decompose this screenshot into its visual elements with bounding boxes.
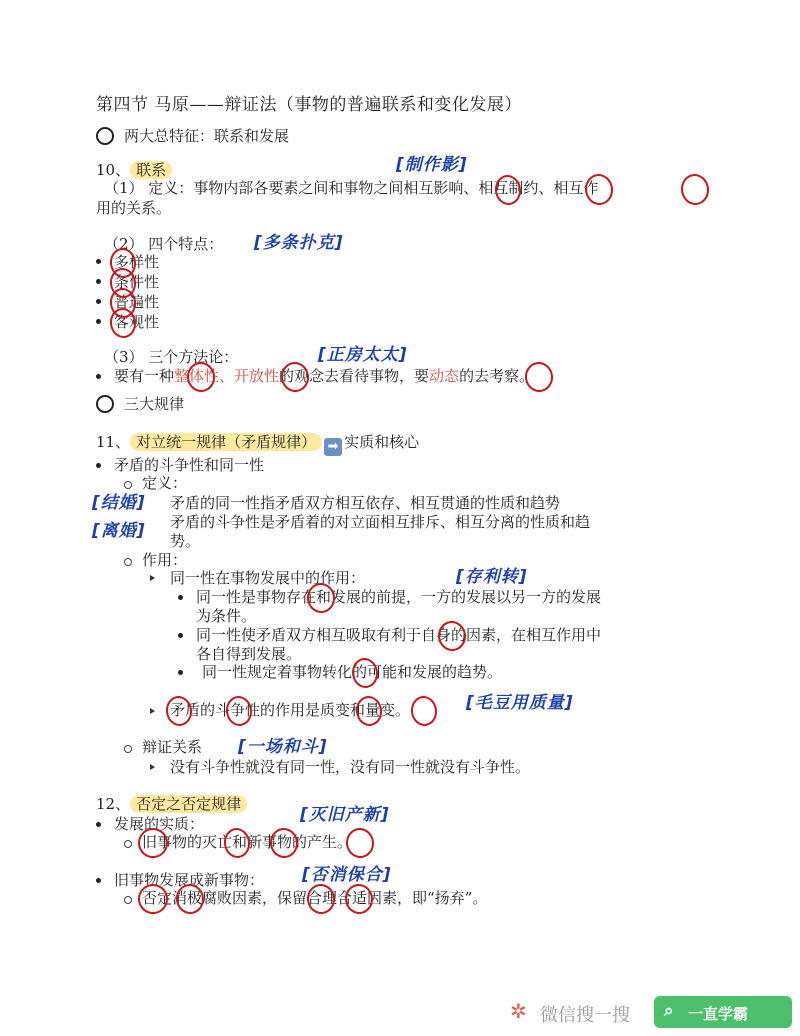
bullet-dot	[178, 633, 183, 638]
method-red1: 整体性、开放性	[174, 367, 280, 385]
definition-fight-line1: 矛盾的斗争性是矛盾着的对立面相互排斥、相互分离的性质和趋	[170, 513, 591, 531]
section-features: 两大总特征：联系和发展	[124, 127, 290, 145]
bullet-ring	[124, 558, 132, 566]
section-10-num: 10、	[96, 161, 131, 179]
bullet-dot	[96, 279, 101, 284]
definition-line2: 用的关系。	[96, 199, 172, 217]
note-old-new: [否消保合]	[302, 865, 392, 885]
search-button[interactable]	[654, 996, 792, 1028]
circle-bullet	[96, 127, 114, 145]
trait-item: 客观性	[114, 313, 160, 331]
three-methods-title: （3） 三个方法论：	[104, 348, 239, 366]
section-11-heading	[96, 432, 419, 456]
role2-line1: 同一性使矛盾双方相互吸取有利于自身的因素，在相互作用中	[196, 626, 602, 644]
note-marry: [结婚]	[92, 493, 146, 513]
bullet-dot	[96, 259, 101, 264]
weixin-logo-icon: ✲	[510, 999, 527, 1023]
note-divorce: [离婚]	[92, 521, 146, 541]
bullet-dot	[178, 670, 183, 675]
old-new-label: 旧事物发展成新事物：	[114, 871, 265, 889]
watermark-text: 微信搜一搜	[540, 1005, 630, 1026]
search-button-label: 一直学霸	[688, 1005, 749, 1023]
arrow-right-icon: ➡	[324, 438, 342, 456]
negate-text: 否定消极腐败因素，保留合理合适因素，即“扬弃”。	[142, 889, 488, 907]
note-essence: [灭旧产新]	[300, 805, 390, 825]
note-role: [存利转]	[456, 567, 528, 587]
watermark	[502, 993, 794, 1031]
method-post: 的去考察。	[459, 367, 535, 385]
red-circle-mark	[409, 694, 439, 727]
note-three: [正房太太]	[318, 345, 408, 365]
role1-line2: 为条件。	[196, 607, 257, 625]
role3-line: 同一性规定着事物转化的可能和发展的趋势。	[202, 663, 503, 681]
bullet-dot	[178, 595, 183, 600]
bullet-dot	[96, 878, 101, 883]
same-role-title: 同一性在事物发展中的作用：	[170, 569, 366, 587]
fight-role-line: 矛盾的斗争性的作用是质变和量变。	[170, 701, 411, 719]
section-11-suffix: 实质和核心	[344, 433, 420, 451]
bullet-triangle	[150, 708, 155, 714]
use-label: 作用：	[142, 551, 188, 569]
note-def: [制作影]	[396, 155, 468, 175]
contradiction-item: 矛盾的斗争性和同一性	[114, 456, 265, 474]
method-pre: 要有一种	[114, 367, 175, 385]
bullet-ring	[124, 896, 132, 904]
bullet-dot	[96, 463, 101, 468]
note-four: [多条扑克]	[254, 233, 344, 253]
essence-text: 旧事物的灭亡和新事物的产生。	[142, 833, 353, 851]
trait-item: 条件性	[114, 273, 160, 291]
note-dialectic: [一场和斗]	[238, 737, 328, 757]
section-12-label: 否定之否定规律	[130, 795, 247, 813]
method-line	[114, 366, 534, 386]
four-traits-title: （2） 四个特点：	[104, 235, 224, 253]
dialectic-text: 没有斗争性就没有同一性，没有同一性就没有斗争性。	[170, 758, 531, 776]
trait-item: 普遍性	[114, 293, 160, 311]
red-circle-mark	[679, 172, 711, 207]
definition-line1: （1） 定义：事物内部各要素之间和事物之间相互影响、相互制约、相互作	[104, 179, 599, 197]
bullet-dot	[96, 822, 101, 827]
definition-fight-line2: 势。	[170, 532, 201, 550]
bullet-triangle	[150, 575, 155, 581]
bullet-ring	[124, 840, 132, 848]
trait-item: 多样性	[114, 253, 160, 271]
circle-bullet	[96, 395, 114, 413]
dialectic-label: 辩证关系	[142, 738, 203, 756]
section-12-heading	[96, 794, 247, 814]
section-12-num: 12、	[96, 795, 131, 813]
section-10-label: 联系	[130, 161, 172, 179]
section-11-num: 11、	[96, 433, 131, 451]
method-mid: 的观念去看待事物，要	[279, 367, 430, 385]
essence-label: 发展的实质：	[114, 815, 205, 833]
bullet-dot	[96, 374, 101, 379]
bullet-triangle	[150, 764, 155, 770]
section-10-heading	[96, 160, 172, 180]
bullet-dot	[96, 319, 101, 324]
bullet-ring	[124, 745, 132, 753]
section-laws: 三大规律	[124, 395, 185, 413]
bullet-dot	[96, 299, 101, 304]
role2-line2: 各自得到发展。	[196, 645, 302, 663]
search-icon: ⌕	[664, 1001, 674, 1021]
page-title: 第四节 马原——辩证法（事物的普遍联系和变化发展）	[96, 95, 522, 115]
note-fight: [毛豆用质量]	[466, 693, 574, 713]
role1-line1: 同一性是事物存在和发展的前提，一方的发展以另一方的发展	[196, 588, 602, 606]
definition-label: 定义：	[142, 474, 188, 492]
method-red2: 动态	[429, 367, 460, 385]
section-11-label: 对立统一规律（矛盾规律）	[130, 433, 322, 451]
definition-same: 矛盾的同一性指矛盾双方相互依存、相互贯通的性质和趋势	[170, 494, 561, 512]
